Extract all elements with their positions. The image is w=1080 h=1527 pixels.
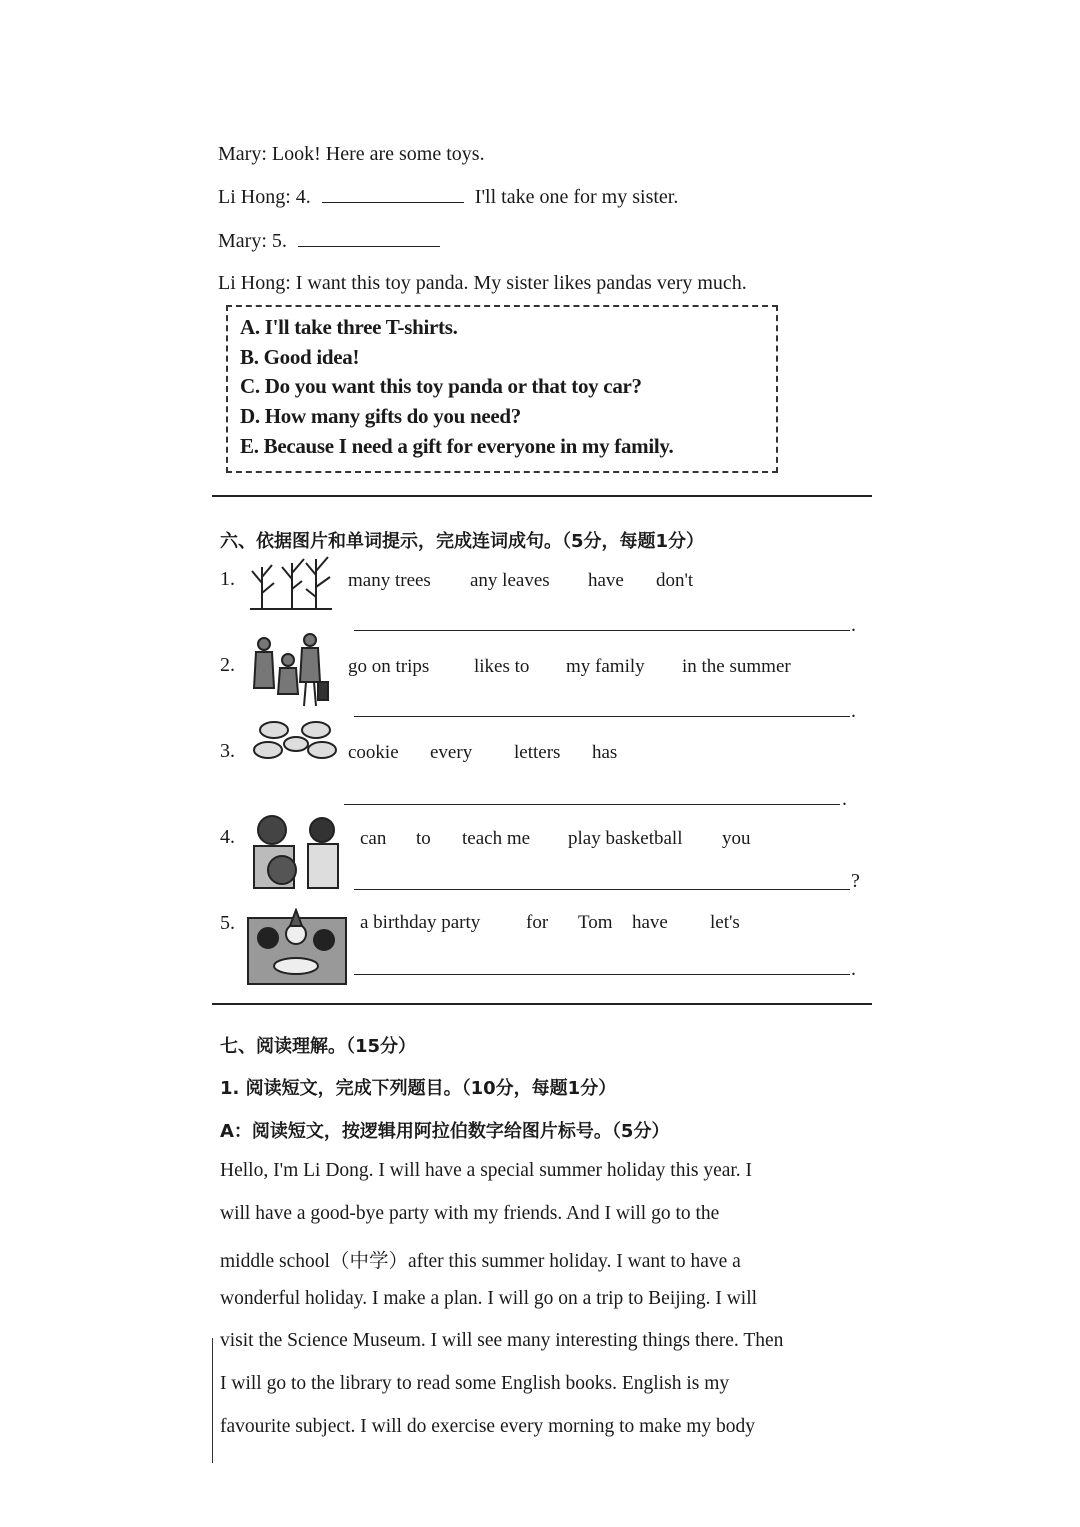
option-d: D. How many gifts do you need? [240,404,521,428]
item-4-end-punct: ? [851,870,860,892]
dialogue-line-4: Li Hong: I want this toy panda. My sister likes pandas very much. [218,272,747,294]
passage-line-5: visit the Science Museum. I will see many interesting things there. Then [220,1330,784,1351]
dialogue-line-2-prefix: Li Hong: 4. [218,186,311,208]
basketball-picture [242,808,346,892]
section-divider [212,495,872,497]
item-4-word-4: play basketball [568,828,683,849]
item-1-answer-line[interactable] [354,630,850,631]
section-7-heading: 七、阅读理解。（15分） [220,1036,417,1057]
item-1-number: 1. [220,568,235,590]
item-5-word-1: a birthday party [360,912,481,933]
item-1-word-3: have [588,570,624,591]
answer-blank-4[interactable] [322,200,464,203]
item-2-end-punct: . [851,700,856,722]
birthday-party-picture [246,908,348,986]
dialogue-line-2 [218,186,678,209]
dialogue-line-3-prefix: Mary: 5. [218,230,287,252]
passage-line-2: will have a good-bye party with my friends. And I will go to the [220,1203,720,1224]
item-5-word-4: have [632,912,668,933]
passage-line-6: I will go to the library to read some English books. English is my [220,1373,730,1394]
margin-line [212,1338,213,1463]
option-c: C. Do you want this toy panda or that toy car? [240,374,642,398]
item-2-number: 2. [220,654,235,676]
item-1-word-4: don't [656,570,694,591]
dialogue-line-2-suffix: I'll take one for my sister. [474,186,679,208]
dialogue-line-3 [218,230,440,253]
item-3-number: 3. [220,740,235,762]
item-3-word-2: every [430,742,473,763]
item-2-word-2: likes to [474,656,530,677]
item-3-word-3: letters [514,742,561,763]
passage-line-4: wonderful holiday. I make a plan. I will go on a trip to Beijing. I will [220,1288,758,1309]
option-a: A. I'll take three T-shirts. [240,315,458,339]
passage-line-3: middle school（中学）after this summer holiday. I want to have a [220,1251,741,1272]
item-2-word-3: my family [566,656,645,677]
item-3-word-1: cookie [348,742,399,763]
item-5-word-5: let's [710,912,740,933]
section-6-heading: 六、依据图片和单词提示，完成连词成句。（5分，每题1分） [220,531,705,552]
option-e: E. Because I need a gift for everyone in my family. [240,434,674,458]
item-5-number: 5. [220,912,235,934]
answer-blank-5[interactable] [298,244,440,247]
item-5-end-punct: . [851,958,856,980]
item-3-word-4: has [592,742,618,763]
item-4-word-2: to [416,828,431,849]
family-trip-picture [248,632,330,708]
item-5-word-2: for [526,912,549,933]
item-4-answer-line[interactable] [354,889,850,890]
item-2-answer-line[interactable] [354,716,850,717]
trees-picture [248,553,334,611]
section-divider-2 [212,1003,872,1005]
item-2-word-1: go on trips [348,656,430,677]
item-2-word-4: in the summer [682,656,791,677]
item-1-end-punct: . [851,614,856,636]
item-4-number: 4. [220,826,235,848]
item-5-word-3: Tom [578,912,613,933]
section-7-sub-a: A：阅读短文，按逻辑用阿拉伯数字给图片标号。（5分） [220,1121,670,1142]
item-1-word-2: any leaves [470,570,550,591]
passage-line-1: Hello, I'm Li Dong. I will have a special summer holiday this year. I [220,1160,753,1181]
dialogue-line-1: Mary: Look! Here are some toys. [218,143,485,165]
passage-line-7: favourite subject. I will do exercise every morning to make my body [220,1416,756,1437]
section-7-sub-1: 1. 阅读短文，完成下列题目。（10分，每题1分） [220,1078,617,1099]
item-4-word-1: can [360,828,387,849]
item-5-answer-line[interactable] [354,974,850,975]
item-4-word-3: teach me [462,828,531,849]
option-b: B. Good idea! [240,345,360,369]
item-4-word-5: you [722,828,751,849]
item-1-word-1: many trees [348,570,431,591]
item-3-end-punct: . [842,788,847,810]
cookies-picture [252,718,342,762]
item-3-answer-line[interactable] [344,804,840,805]
